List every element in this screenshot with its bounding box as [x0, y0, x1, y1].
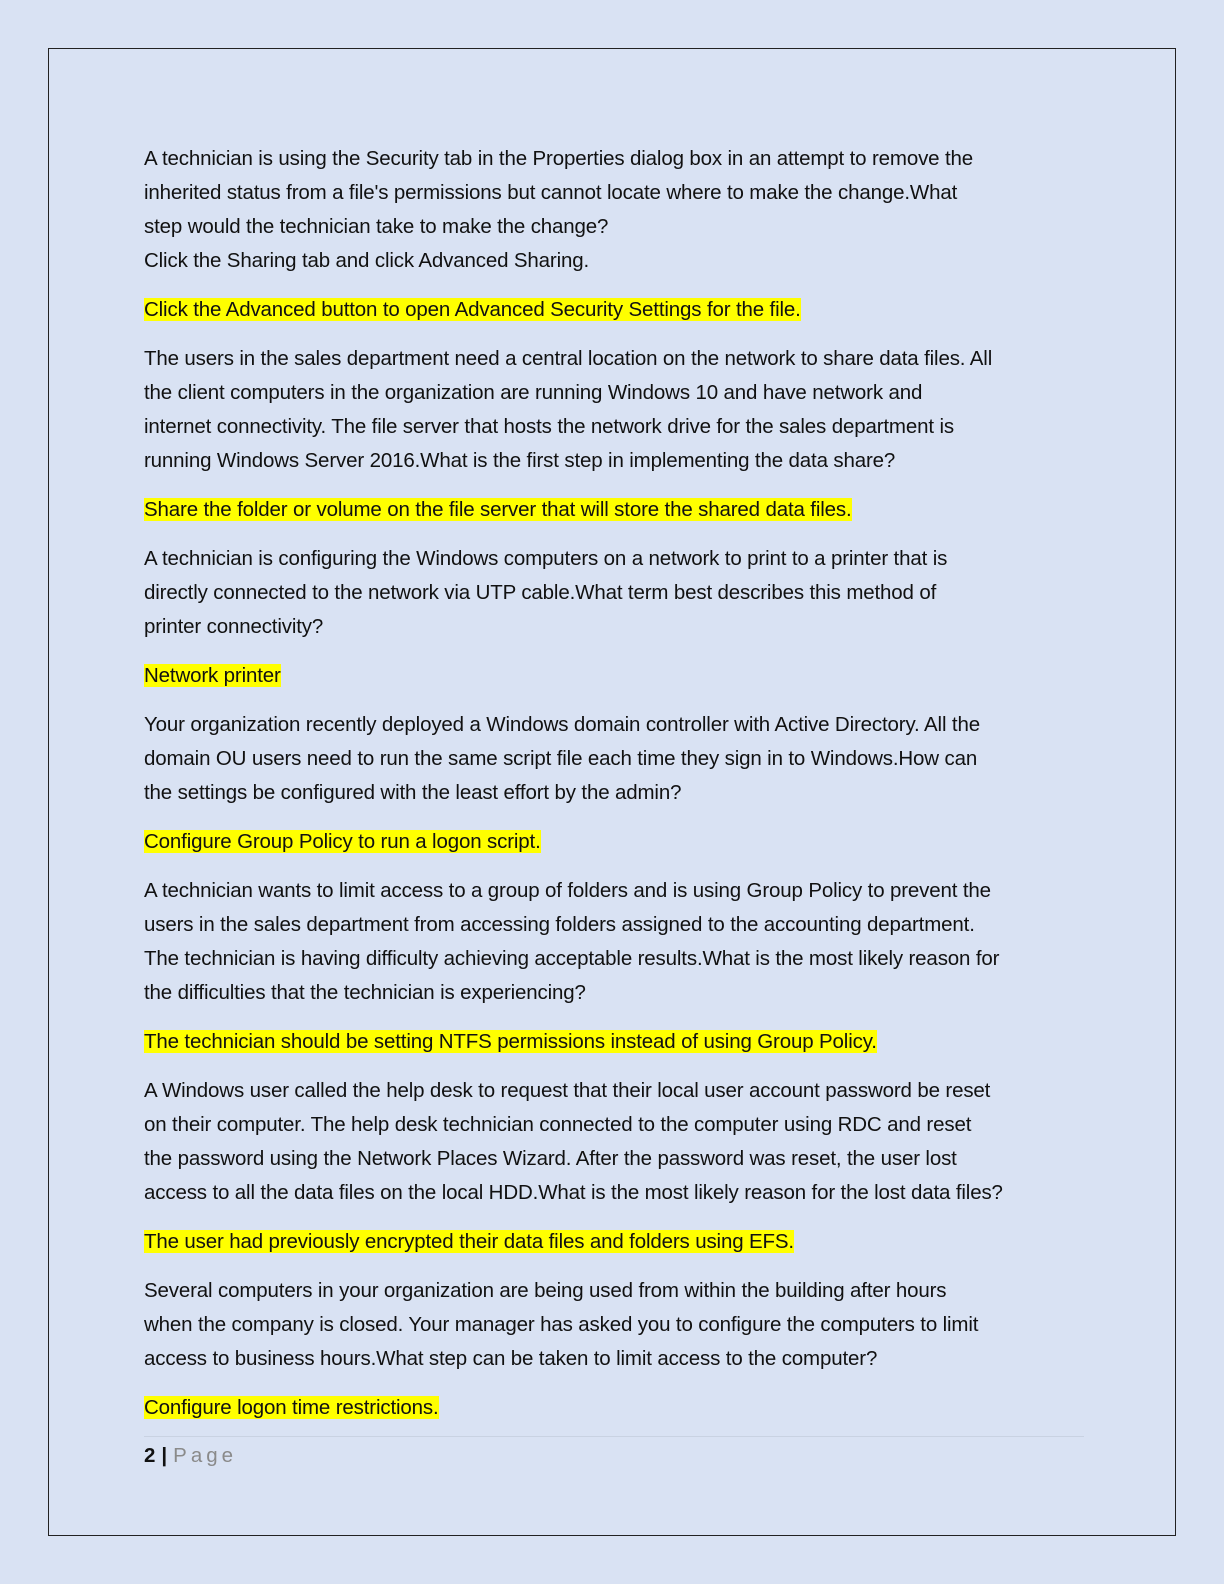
question-line: Your organization recently deployed a Windows domain controller with Active Directory. All the	[144, 713, 980, 736]
page-footer	[144, 1436, 1084, 1473]
question-3	[144, 542, 1084, 644]
document-body	[144, 142, 1084, 1440]
question-line: inherited status from a file's permissions but cannot locate where to make the change.What	[144, 181, 958, 204]
highlighted-answer: Share the folder or volume on the file server that will store the shared data files.	[144, 498, 852, 521]
answer-4	[144, 825, 1084, 859]
question-line: internet connectivity. The file server that hosts the network drive for the sales department is	[144, 415, 954, 438]
question-line: access to business hours.What step can be taken to limit access to the computer?	[144, 1347, 878, 1370]
highlighted-answer: The technician should be setting NTFS permissions instead of using Group Policy.	[144, 1030, 877, 1053]
question-line: users in the sales department from accessing folders assigned to the accounting department.	[144, 913, 975, 936]
question-line: The technician is having difficulty achieving acceptable results.What is the most likely reason for	[144, 947, 1000, 970]
answer-1	[144, 293, 1084, 327]
answer-5	[144, 1025, 1084, 1059]
question-7	[144, 1274, 1084, 1376]
question-line: step would the technician take to make the change?	[144, 215, 609, 238]
question-line: the password using the Network Places Wizard. After the password was reset, the user lost	[144, 1147, 957, 1170]
answer-6	[144, 1225, 1084, 1259]
question-line: on their computer. The help desk technician connected to the computer using RDC and reset	[144, 1113, 972, 1136]
question-line: The users in the sales department need a central location on the network to share data files. All	[144, 347, 993, 370]
question-line: running Windows Server 2016.What is the first step in implementing the data share?	[144, 449, 896, 472]
answer-2	[144, 493, 1084, 527]
question-line: Click the Sharing tab and click Advanced Sharing.	[144, 249, 590, 272]
answer-7	[144, 1391, 1084, 1425]
highlighted-answer: Configure logon time restrictions.	[144, 1396, 439, 1419]
question-5	[144, 874, 1084, 1010]
question-line: printer connectivity?	[144, 615, 324, 638]
highlighted-answer: Click the Advanced button to open Advanced Security Settings for the file.	[144, 298, 801, 321]
question-line: access to all the data files on the local HDD.What is the most likely reason for the lost data files?	[144, 1181, 1003, 1204]
question-2	[144, 342, 1084, 478]
page-number: 2	[144, 1444, 156, 1467]
highlighted-answer: Configure Group Policy to run a logon script.	[144, 830, 541, 853]
question-line: when the company is closed. Your manager has asked you to configure the computers to limit	[144, 1313, 979, 1336]
question-line: A technician wants to limit access to a group of folders and is using Group Policy to prevent the	[144, 879, 991, 902]
question-line: domain OU users need to run the same script file each time they sign in to Windows.How can	[144, 747, 978, 770]
question-6	[144, 1074, 1084, 1210]
highlighted-answer: Network printer	[144, 664, 281, 687]
question-line: Several computers in your organization are being used from within the building after hours	[144, 1279, 947, 1302]
question-line: the difficulties that the technician is experiencing?	[144, 981, 586, 1004]
question-line: A technician is using the Security tab in the Properties dialog box in an attempt to remove the	[144, 147, 974, 170]
page-label: Page	[173, 1444, 238, 1467]
question-line: directly connected to the network via UTP cable.What term best describes this method of	[144, 581, 937, 604]
footer-separator: |	[161, 1444, 168, 1467]
question-1	[144, 142, 1084, 278]
answer-3	[144, 659, 1084, 693]
question-line: the client computers in the organization are running Windows 10 and have network and	[144, 381, 923, 404]
question-4	[144, 708, 1084, 810]
question-line: A technician is configuring the Windows computers on a network to print to a printer that is	[144, 547, 948, 570]
question-line: the settings be configured with the least effort by the admin?	[144, 781, 682, 804]
question-line: A Windows user called the help desk to request that their local user account password be reset	[144, 1079, 991, 1102]
highlighted-answer: The user had previously encrypted their data files and folders using EFS.	[144, 1230, 794, 1253]
